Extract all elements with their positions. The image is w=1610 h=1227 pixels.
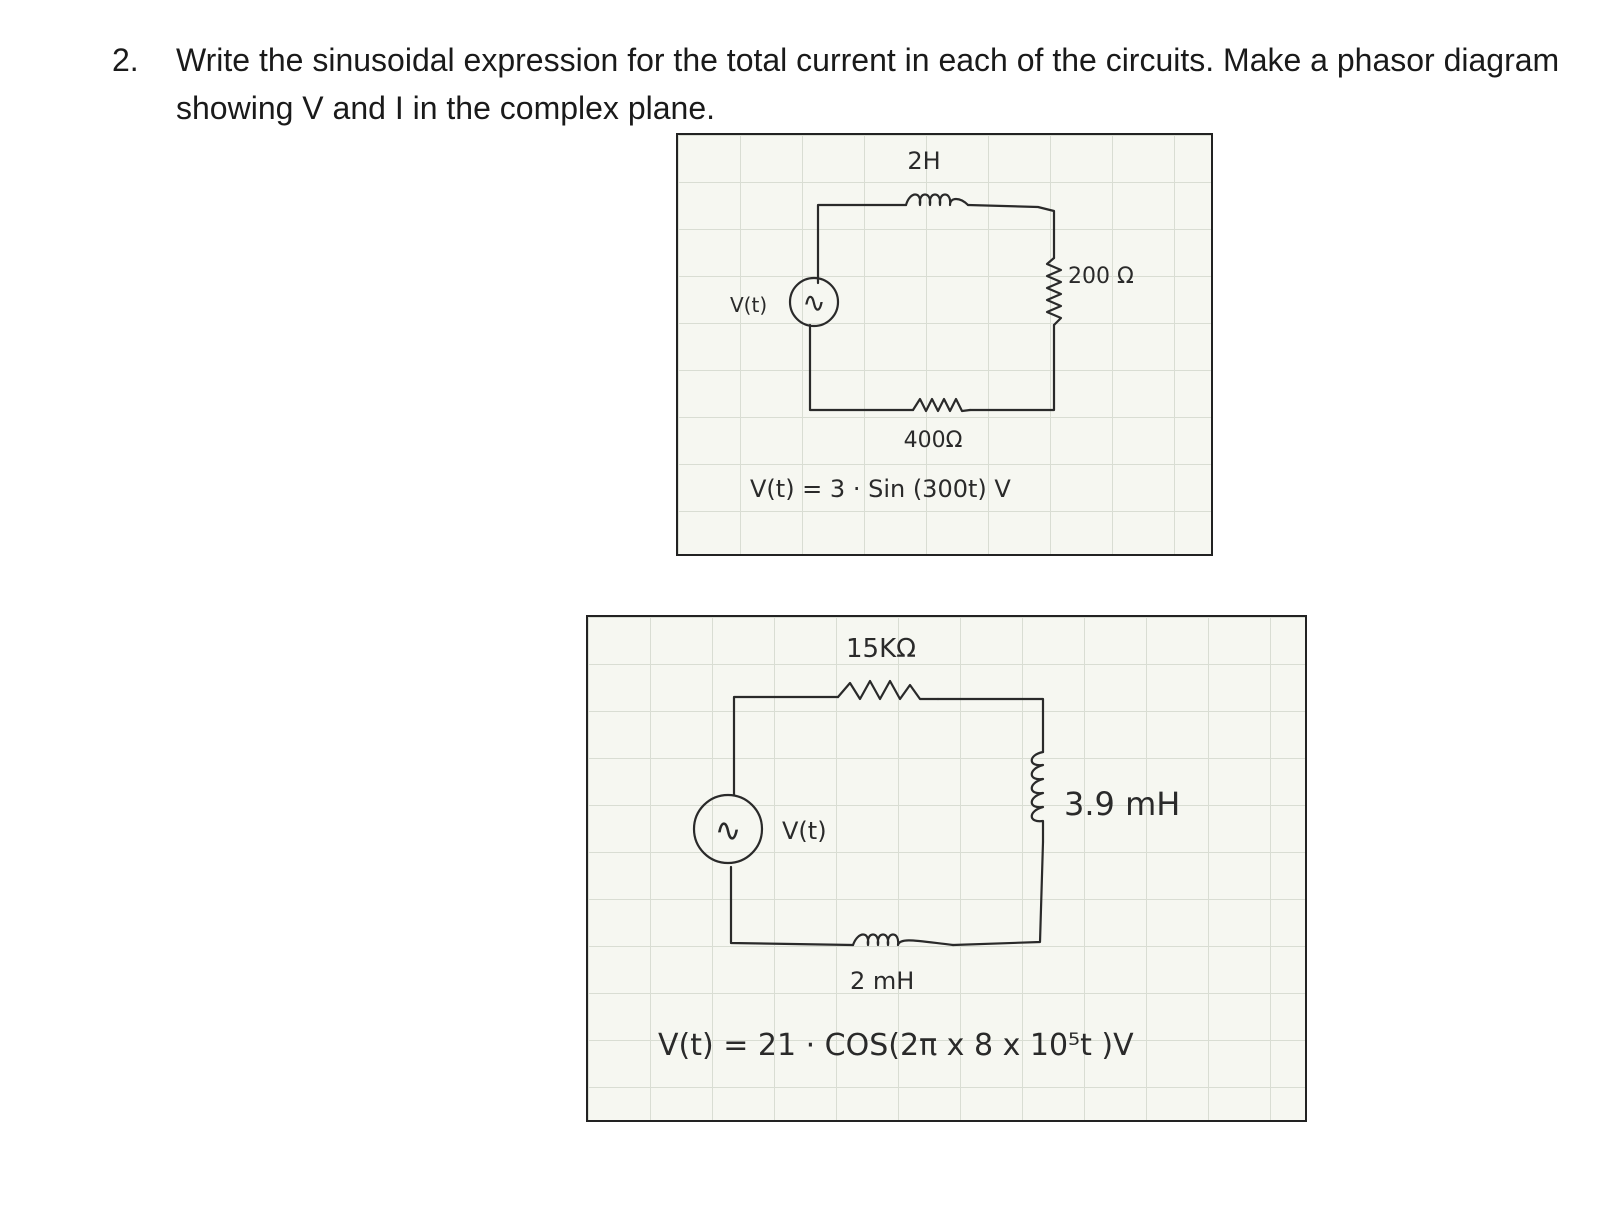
circuit-1-bottom-resistor-symbol bbox=[913, 399, 970, 411]
question-text: Write the sinusoidal expression for the total current in each of the circuits. Make a phasor diagram showing V and I in the complex plane. bbox=[176, 42, 1560, 126]
circuit-1-diagram bbox=[678, 135, 1215, 558]
circuit-2-resistor-symbol bbox=[838, 681, 938, 699]
circuit-2-diagram bbox=[588, 617, 1309, 1124]
circuit-2-wire-top-right bbox=[938, 699, 1043, 752]
circuit-2-right-inductor-symbol bbox=[1032, 752, 1043, 842]
circuit-2-equation: V(t) = 21 · COS(2π x 8 x 10⁵t )V bbox=[658, 1028, 1134, 1063]
circuit-2-wire-right bbox=[953, 842, 1043, 945]
circuit-2-bottom-inductor-symbol bbox=[853, 935, 953, 946]
circuit-1-wire-right bbox=[970, 325, 1054, 410]
circuit-2-resistor-label: 15KΩ bbox=[846, 634, 917, 664]
circuit-2-bottom-inductor-label: 2 mH bbox=[850, 967, 915, 995]
circuit-1-wire-top-right bbox=[968, 205, 1054, 258]
circuit-1-panel bbox=[676, 133, 1213, 556]
circuit-1-right-resistor-label: 200 Ω bbox=[1068, 264, 1134, 289]
circuit-2-source-symbol: ∿ bbox=[714, 811, 742, 849]
circuit-1-source-symbol: ∿ bbox=[802, 286, 826, 319]
circuit-2-right-inductor-label: 3.9 mH bbox=[1064, 785, 1181, 823]
circuit-1-bottom-resistor-label: 400Ω bbox=[903, 428, 963, 453]
circuit-1-equation: V(t) = 3 · Sin (300t) V bbox=[750, 475, 1011, 503]
question-number: 2. bbox=[112, 42, 139, 78]
circuit-1-source-label: V(t) bbox=[730, 293, 768, 317]
circuit-2-wire-bottom-left bbox=[731, 867, 853, 945]
circuit-2-panel bbox=[586, 615, 1307, 1122]
circuit-2-wire-top-left bbox=[734, 697, 838, 795]
circuit-1-inductor-symbol bbox=[906, 195, 968, 206]
circuit-1-wire-bottom-left bbox=[810, 325, 913, 410]
circuit-1-right-resistor-symbol bbox=[1047, 258, 1061, 325]
circuit-1-inductor-label: 2H bbox=[907, 147, 941, 175]
circuit-2-source-label: V(t) bbox=[782, 817, 827, 845]
circuit-1-wire-top-left bbox=[818, 205, 906, 283]
